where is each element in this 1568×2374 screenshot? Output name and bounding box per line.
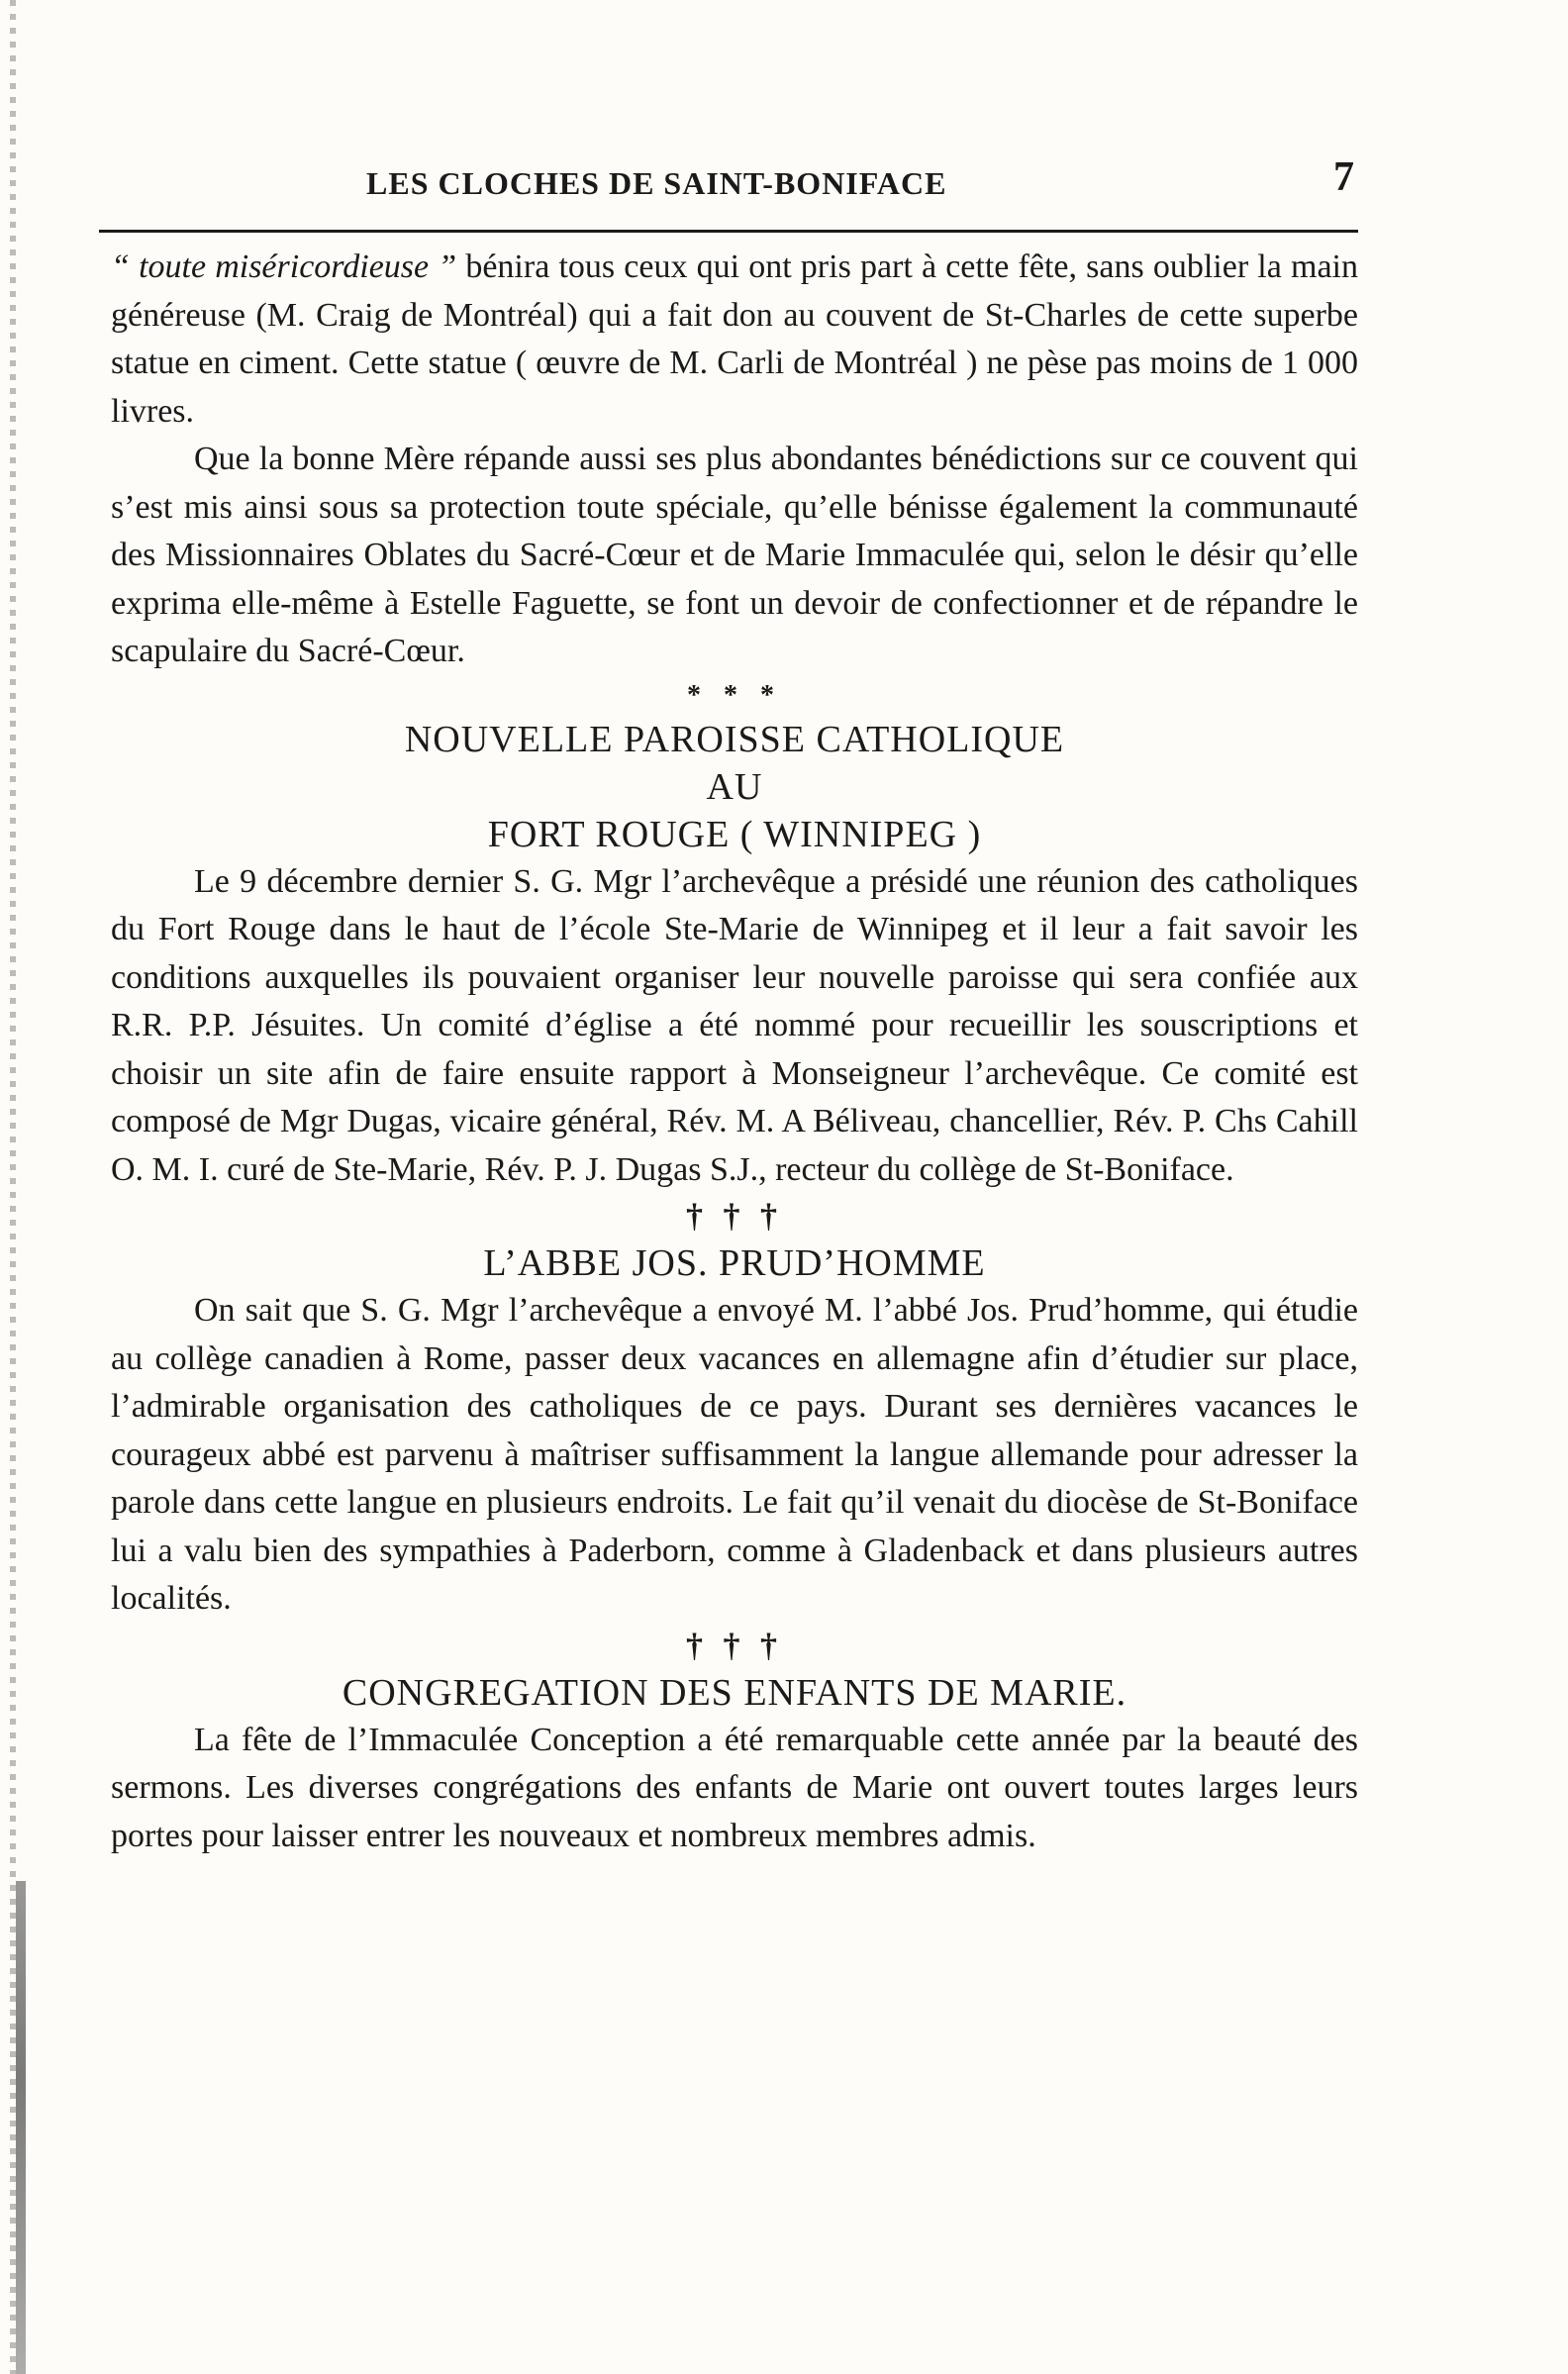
intro-quote: “ toute miséricordieuse ”	[111, 248, 457, 285]
congregation-heading: CONGREGATION DES ENFANTS DE MARIE.	[342, 1671, 1127, 1714]
separator-stars: * * *	[687, 679, 782, 711]
paroisse-heading-line-2: AU	[706, 765, 763, 808]
intro-paragraph-2: Que la bonne Mère répande aussi ses plus abondantes bénédictions sur ce couvent qui s’est mis ainsi sous sa protection toute spéciale, qu’elle bénisse également la communauté des Missionnaires Oblates du Sacré-Cœur et de Marie Immaculée qui, selon le désir qu’elle exprima elle-même à Estelle Faguette, se font un devoir de confectionner et de répandre le scapulaire du Sacré-Cœur.	[111, 441, 1358, 669]
congregation-paragraph: La fête de l’Immaculée Conception a été remarquable cette année par la beauté des sermons. Les diverses congrégations des enfants de Marie ont ouvert toutes larges leurs portes pour laisser entrer les nouveaux et nombreux membres admis.	[111, 1721, 1358, 1854]
intro-paragraph-1-text: bénira tous ceux qui ont pris part à cette fête, sans oublier la main généreuse (M. Craig de Montréal) qui a fait don au couvent de St-Charles de cette superbe statue en ciment. Cette statue ( œuvre de M. Carli de Montréal ) ne pèse pas moins de 1 000 livres.	[111, 248, 1358, 430]
page-number: 7	[1333, 154, 1354, 200]
page-body	[111, 244, 1358, 1860]
separator-crosses-1: † † †	[686, 1198, 783, 1235]
abbe-paragraph: On sait que S. G. Mgr l’archevêque a envoyé M. l’abbé Jos. Prud’homme, qui étudie au collège canadien à Rome, passer deux vacances en allemagne afin d’étudier sur place, l’admirable organisation des catholiques de ce pays. Durant ses dernières vacances le courageux abbé est parvenu à maîtriser suffisamment la langue allemande pour adresser la parole dans cette langue en plusieurs endroits. Le fait qu’il venait du diocèse de St-Boniface lui a valu bien des sympathies à Paderborn, comme à Gladenback et dans plusieurs autres localités.	[111, 1292, 1358, 1617]
header-rule	[99, 230, 1358, 233]
page-header	[99, 153, 1366, 213]
abbe-heading: L’ABBE JOS. PRUD’HOMME	[483, 1242, 986, 1284]
binding-shadow	[16, 1881, 26, 2374]
intro-paragraph-1	[111, 244, 1358, 436]
separator-crosses-2: † † †	[686, 1627, 783, 1664]
paroisse-paragraph: Le 9 décembre dernier S. G. Mgr l’archevêque a présidé une réunion des catholiques du Fort Rouge dans le haut de l’école Ste-Marie de Winnipeg et il leur a fait savoir les conditions auxquelles ils pouvaient organiser leur nouvelle paroisse qui sera confiée aux R.R. P.P. Jésuites. Un comité d’église a été nommé pour recueillir les souscriptions et choisir un site afin de faire ensuite rapport à Monseigneur l’archevêque. Ce comité est composé de Mgr Dugas, vicaire général, Rév. M. A Béliveau, chancellier, Rév. P. Chs Cahill O. M. I. curé de Ste-Marie, Rév. P. J. Dugas S.J., recteur du collège de St-Boniface.	[111, 862, 1358, 1188]
paroisse-heading-line-3: FORT ROUGE ( WINNIPEG )	[487, 813, 982, 855]
running-head: LES CLOCHES DE SAINT-BONIFACE	[366, 165, 947, 201]
paroisse-heading-line-1: NOUVELLE PAROISSE CATHOLIQUE	[404, 718, 1065, 760]
